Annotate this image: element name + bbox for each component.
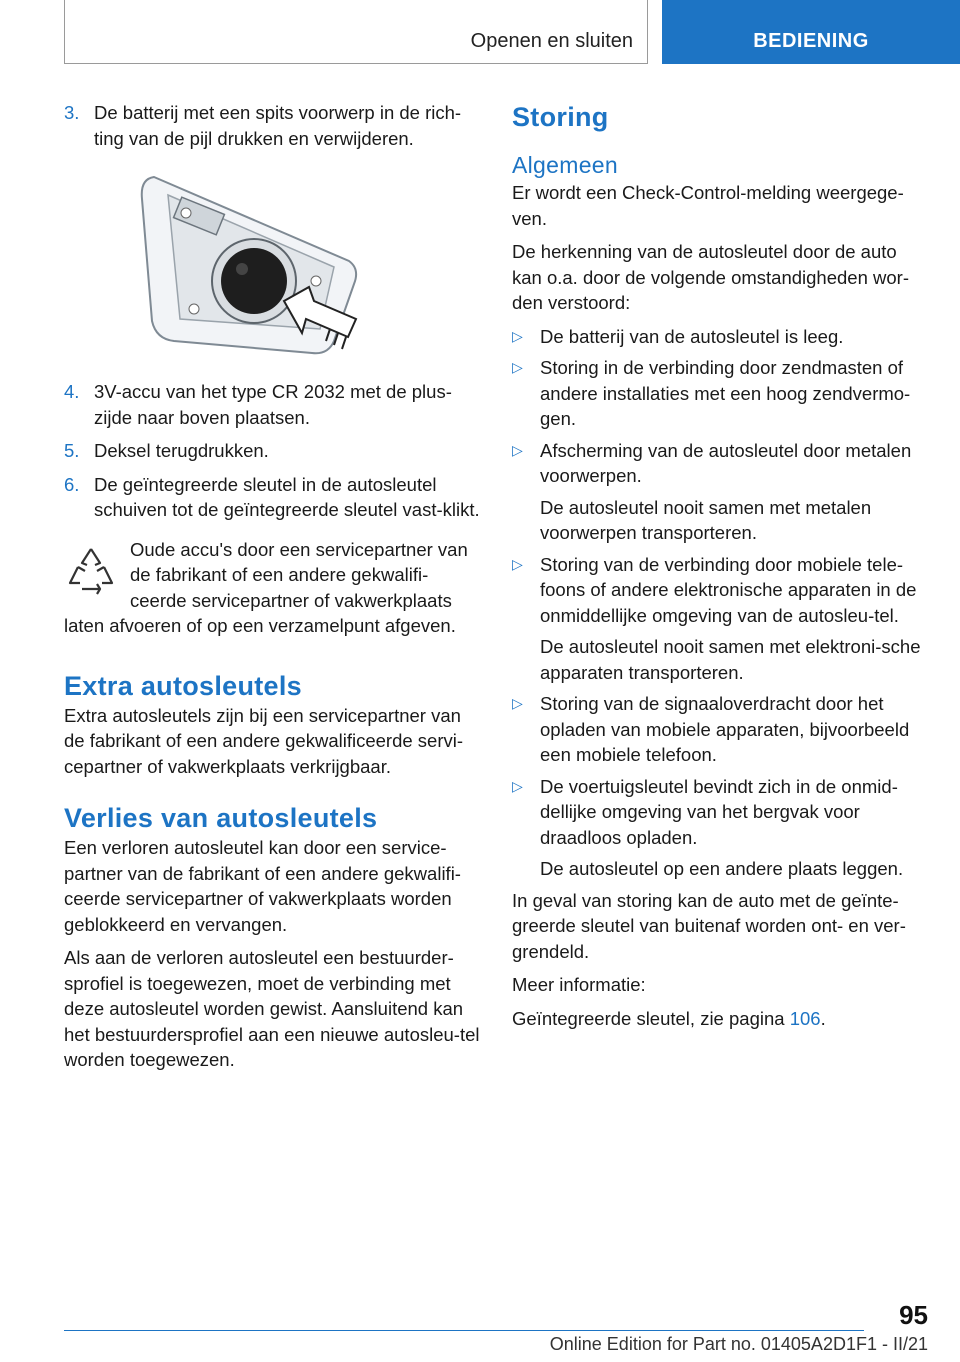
header-section-box	[64, 0, 648, 64]
list-item-text: De batterij van de autosleutel is leeg.	[540, 325, 844, 347]
key-fob-battery-image	[134, 169, 364, 359]
general-subheading: Algemeen	[512, 152, 618, 178]
step-item	[64, 438, 480, 464]
lost-keys-heading: Verlies van autosleutels	[64, 803, 378, 833]
list-item	[512, 438, 928, 546]
step-text: Deksel terugdrukken.	[94, 440, 269, 461]
step-text: 3V-accu van het type CR 2032 met de plus-zijde naar boven plaatsen.	[94, 381, 452, 428]
triangle-bullet-icon: ▷	[512, 555, 523, 572]
list-item-subtext: De autosleutel nooit samen met elektroni-sche apparaten transporteren.	[540, 636, 921, 683]
list-item-text: Storing van de verbinding door mobiele tele-foons of andere elektronische apparaten in de onmiddellijke omgeving van de autosleu-tel.	[540, 553, 917, 626]
cross-reference	[512, 1006, 928, 1032]
step-text: De geïntegreerde sleutel in de autosleutel schuiven tot de geïntegreerde sleutel vast-klikt.	[94, 473, 480, 520]
lost-keys-paragraph: Als aan de verloren autosleutel een bestuurder-sprofiel is toegewezen, moet de verbinding met deze autosleutel worden gewist. Aansluitend kan het bestuurdersprofiel aan een nieuwe autosleu-tel worden toegewezen.	[64, 947, 480, 1070]
list-item	[512, 355, 928, 432]
step-number: 5.	[64, 440, 80, 461]
environment-note	[64, 537, 480, 639]
header-chapter-title: BEDIENING	[753, 30, 869, 52]
step-text: De batterij met een spits voorwerp in de rich-ting van de pijl drukken en verwijderen.	[94, 102, 462, 149]
page-link[interactable]: 106	[789, 1007, 821, 1029]
footer-divider	[64, 1330, 864, 1331]
list-item-text: De voertuigsleutel bevindt zich in de onmid-dellijke omgeving van het bergvak voor draadloos opladen.	[540, 775, 898, 848]
step-number: 4.	[64, 381, 80, 402]
step-item	[64, 100, 480, 151]
more-info-label: Meer informatie:	[512, 974, 646, 995]
triangle-bullet-icon: ▷	[512, 441, 523, 458]
extra-keys-text: Extra autosleutels zijn bij een servicepartner van de fabrikant of een andere gekwalificeerde servi-cepartner of vakwerkplaats verkrijgbaar.	[64, 704, 464, 777]
lost-keys-paragraph: Een verloren autosleutel kan door een service-partner van de fabrikant of een andere gekwalifi-ceerde servicepartner of vakwerkplaats worden geblokkeerd en vervangen.	[64, 837, 461, 935]
triangle-bullet-icon: ▷	[512, 359, 523, 375]
triangle-bullet-icon: ▷	[512, 777, 523, 794]
list-item-text: Storing in de verbinding door zendmasten of andere installaties met een hoog zendvermo-gen.	[540, 357, 911, 429]
cross-reference-end: .	[820, 1007, 826, 1029]
header-chapter-box	[662, 0, 960, 64]
recycle-icon	[64, 543, 118, 597]
left-column	[64, 100, 480, 1081]
paragraph: Er wordt een Check-Control-melding weergege-ven.	[512, 182, 904, 229]
footer-edition: Online Edition for Part no. 01405A2D1F1 - II/21	[549, 1334, 928, 1354]
list-item-text: Afscherming van de autosleutel door metalen voorwerpen.	[540, 439, 912, 486]
list-item-text: Storing van de signaaloverdracht door het opladen van mobiele apparaten, bijvoorbeeld een mobiele telefoon.	[540, 693, 910, 765]
step-number: 3.	[64, 102, 80, 123]
right-column	[512, 100, 928, 1039]
paragraph: In geval van storing kan de auto met de geïnte-greerde sleutel van buitenaf worden ont- en ver-grendeld.	[512, 889, 906, 962]
triangle-bullet-icon: ▷	[512, 327, 523, 344]
list-item	[512, 324, 928, 350]
key-battery-illustration	[134, 169, 364, 359]
header-section-title: Openen en sluiten	[470, 30, 633, 52]
list-item-subtext: De autosleutel op een andere plaats leggen.	[540, 858, 904, 879]
list-item	[512, 691, 928, 768]
list-item-subtext: De autosleutel nooit samen met metalen voorwerpen transporteren.	[540, 496, 872, 543]
malfunction-heading: Storing	[512, 102, 609, 132]
triangle-bullet-icon: ▷	[512, 695, 523, 711]
step-number: 6.	[64, 473, 80, 495]
step-item	[64, 379, 480, 430]
extra-keys-heading: Extra autosleutels	[64, 670, 302, 701]
step-item	[64, 472, 480, 523]
environment-note-text: Oude accu's door een servicepartner van de fabrikant of een andere gekwalifi-ceerde servicepartner of vakwerkplaats laten afvoeren of op een verzamelpunt afgeven.	[64, 538, 468, 636]
list-item	[512, 774, 928, 882]
paragraph: De herkenning van de autosleutel door de auto kan o.a. door de volgende omstandigheden wor-den verstoord:	[512, 241, 909, 313]
list-item	[512, 552, 928, 686]
cross-reference-text: Geïntegreerde sleutel, zie pagina	[512, 1007, 790, 1029]
page-number: 95	[899, 1300, 928, 1330]
